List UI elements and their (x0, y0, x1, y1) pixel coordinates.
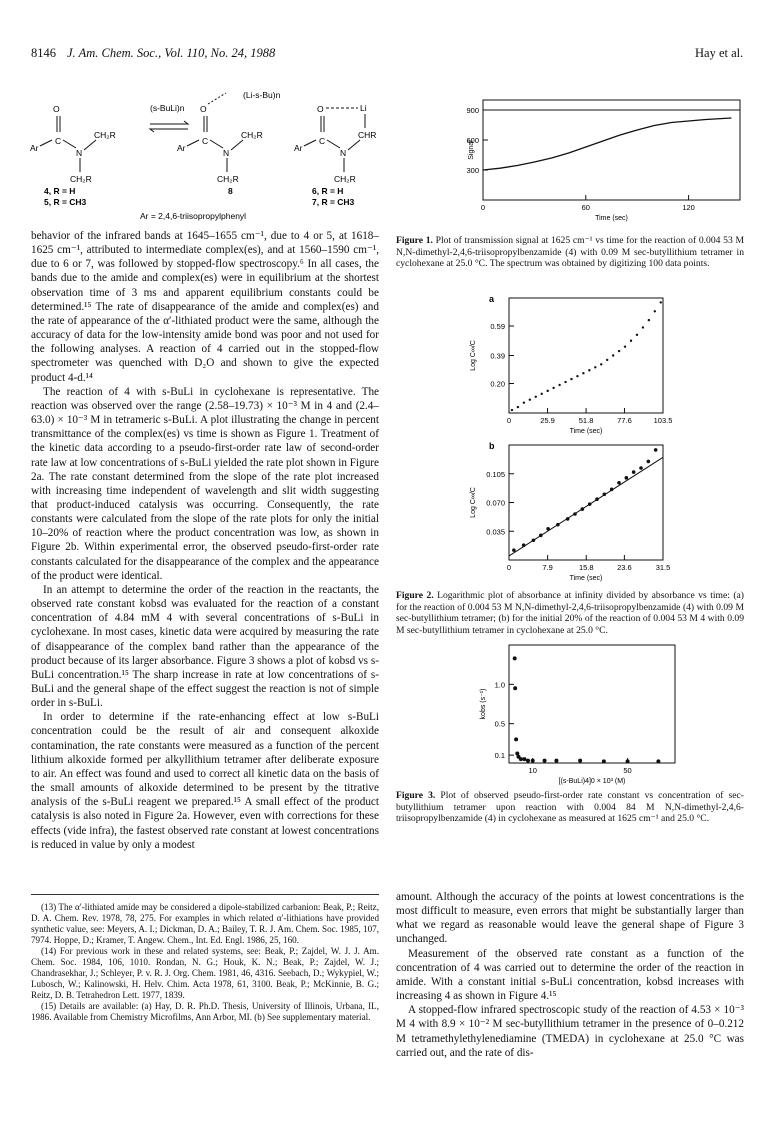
figure-2b-chart (465, 435, 695, 585)
data-point (636, 334, 638, 336)
data-point (556, 523, 560, 527)
data-point (511, 409, 513, 411)
footnote-divider (31, 894, 379, 895)
data-point (541, 393, 543, 395)
svg-text:O: O (53, 104, 60, 114)
plot-frame (509, 298, 663, 413)
data-point (513, 686, 517, 690)
data-point (514, 737, 518, 741)
svg-text:C: C (202, 136, 209, 146)
paragraph: A stopped-flow infrared spectroscopic study of the reaction of 4.53 × 10⁻³ M 4 with 8.9 × 10⁻² M sec-butyllithium tetramer in the presence of 0–0.212 M tetramethylethylenediamine (TMEDA) in cyclohexane at 25.0 °C was carried out, and the rate of dis- (396, 1004, 744, 1059)
x-tick-label: 7.9 (542, 563, 553, 572)
data-point (543, 759, 547, 763)
svg-text:Ar: Ar (294, 143, 303, 153)
y-axis-label: Log C∞/C (470, 487, 477, 518)
y-tick-label: 1.0 (494, 680, 505, 690)
x-axis-label: [(s-BuLi)4]0 × 10³ (M) (558, 778, 626, 785)
figure-3-chart (475, 635, 685, 785)
x-tick-label: 31.5 (655, 563, 671, 572)
paragraph: behavior of the infrared bands at 1645–1655 cm⁻¹, due to 4 or 5, at 1618–1625 cm⁻¹, attributed to intermediate complex(es), and at 1560–1590 cm⁻¹, due to 6 or 7, was followed by stopped-flow spectroscopy.⁶ In all cases, the bands due to the amide and complex(es) were in equilibrium at the shortest observation time of 3 ms and apparent equilibrium constants could be determined.¹⁵ The rate of disappearance of the amide and complex(es) and the rate of appearance of the α′-lithiated product were the same, although the accuracy of data for the low-intensity amide bond was poor and not used for the following analyses. A reaction of 4 carried out in the stopped-flow spectrometer was quenched with D₂O and shown to give the expected product 4-d.¹⁴ (31, 230, 379, 384)
svg-text:N: N (340, 148, 347, 158)
data-point (576, 375, 578, 377)
plot-frame (509, 445, 663, 560)
x-tick-label: 0 (506, 563, 512, 572)
svg-text:C: C (55, 136, 62, 146)
data-point (639, 466, 643, 470)
figure-1-label: Figure 1. (396, 235, 433, 246)
data-point (546, 527, 550, 531)
data-point (654, 310, 656, 312)
figure-1-chart (468, 92, 748, 228)
x-tick-label: 23.6 (617, 563, 632, 572)
page-number: 8146 (31, 46, 56, 60)
data-point (517, 406, 519, 408)
x-tick-label: 25.9 (540, 416, 555, 425)
y-tick-label: 0.39 (490, 351, 505, 361)
x-tick-label: 0 (480, 203, 486, 212)
scheme-label-7: 7, R = CH3 (312, 197, 355, 207)
svg-text:CHR: CHR (358, 130, 377, 140)
plot-frame (509, 645, 675, 763)
data-point (626, 759, 630, 763)
paragraph: Measurement of the observed rate constant as a function of the concentration of 4 was carried out to determine the order of the reaction in amide. With a constant initial s-BuLi concentration, kobsd increases with increasing 4 as shown in Figure 4.¹⁵ (396, 947, 744, 1003)
data-point (573, 512, 577, 516)
svg-text:Ar: Ar (177, 143, 186, 153)
data-point (519, 757, 523, 761)
data-point (554, 759, 558, 763)
footnotes (31, 902, 379, 1023)
x-tick-label: 15.8 (578, 563, 594, 572)
data-point (610, 488, 614, 492)
author-running-head: Hay et al. (695, 46, 744, 60)
data-point (606, 359, 608, 361)
svg-text:O: O (200, 104, 207, 114)
data-point (594, 366, 596, 368)
y-tick-label: 600 (466, 136, 479, 145)
data-point (600, 363, 602, 365)
paragraph: The reaction of 4 with s-BuLi in cyclohexane is representative. The reaction was observed over the range (2.58–19.73) × 10⁻³ M in 4 and (2.4–63.0) × 10⁻³ M in tetrameric s-BuLi. A plot illustrating the change in percent transmittance of the complex(es) vs time is shown as Figure 1. Treatment of the kinetic data according to a pseudo-first-order rate law of second-order rate law at low concentrations of s-BuLi yielded the rate plot shown in Figure 2a. The rate constant determined from the slope of the rate plot increased with increasing time independent of wavelength and slit width suggesting that product-induced catalysis was occurring. Consequently, the rate constants were calculated from the slope of the rate plots for only the initial 10–20% of reaction where the product concentration was low, as shown in Figure 2b. Within experimental error, the observed pseudo-first-order rate constants calculated for the disappearance of the complex and the appearance of the product were identical. (31, 385, 379, 582)
svg-text:N: N (223, 148, 230, 158)
data-point (564, 381, 566, 383)
right-column-text (396, 890, 744, 1060)
data-point (654, 448, 658, 452)
data-point (630, 340, 632, 342)
data-point (539, 534, 543, 538)
data-point (566, 517, 570, 521)
y-tick-label: 300 (466, 166, 479, 175)
data-point (595, 497, 599, 501)
x-tick-label: 51.8 (578, 416, 594, 425)
y-tick-label: 0.59 (490, 322, 505, 332)
x-tick-label: 103.5 (653, 416, 673, 425)
journal-title: J. Am. Chem. Soc., Vol. 110, No. 24, 1988 (67, 46, 276, 60)
y-axis-label: kobs (s⁻¹) (480, 688, 487, 720)
data-point (647, 460, 651, 464)
data-point (624, 345, 626, 347)
data-point (618, 350, 620, 352)
figure-3-caption-text: Plot of observed pseudo-first-order rate constant vs concentration of sec-butyllithium tetramer upon reaction with 0.004 84 M N,N-dimethyl-2,4,6-triisopropylbenzamide (4) in cyclohexane as measured at 1625 cm⁻¹ and 25.0 °C. (396, 790, 744, 825)
scheme-label-6: 6, R = H (312, 186, 344, 196)
data-point (546, 390, 548, 392)
x-tick-label: 50 (623, 766, 632, 775)
data-point (588, 502, 592, 506)
panel-label: a (489, 294, 495, 304)
svg-text:Ar: Ar (30, 143, 39, 153)
data-point (588, 369, 590, 371)
scheme-reagent-arrow: (s-BuLi)n (150, 103, 185, 113)
data-point (535, 396, 537, 398)
data-point (603, 492, 607, 496)
y-tick-label: 0.035 (486, 527, 505, 537)
scheme-label-5: 5, R = CH3 (44, 197, 87, 207)
data-point (526, 759, 530, 763)
svg-text:CH₂R: CH₂R (94, 130, 116, 140)
figure-2-caption-text: Logarithmic plot of absorbance at infinity divided by absorbance vs time: (a) for the reaction of 0.004 53 M N,N-dimethyl-2,4,6-triisopropylbenzamide (4) with 0.09 M sec-butyllithium tetramer; (b) for the initial 20% of the reaction of 0.004 53 M 4 with 0.09 M sec-butyllithium tetramer in cyclohexane at 25.0 °C. (396, 590, 744, 636)
x-axis-label: Time (sec) (595, 215, 628, 222)
x-tick-label: 10 (528, 766, 537, 775)
y-tick-label: 0.105 (486, 469, 505, 479)
svg-text:CH₂R: CH₂R (70, 174, 92, 184)
data-point (582, 372, 584, 374)
left-column-text (31, 229, 379, 852)
footnote: (14) For previous work in these and related systems, see: Beak, P.; Zajdel, W. J. J. Am. Chem. Soc. 1984, 106, 1010. Rondan, N. G.; Houk, K. N.; Beak, P.; Zajdel, W. J.; Chandrasekhar, J.; Schleyer, P. v. R. J. Org. Chem. 1981, 46, 4316. Seebach, D.; Wykypiel, W.; Lubosch, W.; Kalinowski, H. Helv. Chim. Acta 1978, 61, 3100. Beak, P.; McKinnie, B. G.; Reitz, D. B. Tetrahedron Lett. 1977, 1839. (31, 946, 379, 1000)
y-tick-label: 0.1 (494, 751, 505, 761)
data-point (529, 399, 531, 401)
x-axis-label: Time (sec) (569, 428, 603, 435)
x-tick-label: 120 (682, 203, 695, 212)
data-point (570, 378, 572, 380)
figure-1-caption-text: Plot of transmission signal at 1625 cm⁻¹ vs time for the reaction of 0.004 53 M N,N-dimethyl-2,4,6-triisopropylbenzamide (4) with 0.09 M sec-butyllithium tetramer in cyclohexane at 25.0 °C. The spectrum was obtained by digitizing 100 data points. (396, 235, 744, 270)
svg-text:CH₂R: CH₂R (217, 174, 239, 184)
reaction-scheme (30, 88, 380, 223)
data-point (522, 757, 526, 761)
scheme-label-4: 4, R = H (44, 186, 76, 196)
data-point (612, 354, 614, 356)
figure-3-caption (396, 790, 744, 825)
y-tick-label: 0.5 (494, 719, 505, 729)
figure-2a-chart (465, 288, 695, 436)
footnote: (15) Details are available: (a) Hay, D. R. Ph.D. Thesis, University of Illinois, Urbana, IL, 1986. Available from Chemistry Microfilms, Ann Arbor, MI. (b) See supplementary material. (31, 1001, 379, 1022)
svg-text:N: N (76, 148, 83, 158)
scheme-ar-definition: Ar = 2,4,6-triisopropylphenyl (140, 211, 247, 221)
y-axis-label: Log C∞/C (470, 340, 477, 371)
data-point (625, 476, 629, 480)
data-point (581, 507, 585, 511)
footnote: (13) The α′-lithiated amide may be considered a dipole-stabilized carbanion: Beak, P.; Reitz, D. A. Chem. Rev. 1978, 78, 275. For examples in which related α′-lithiations have provided synthetic value, see: Meyers, A. I.; Dickman, D. A.; Bailey, T. R. J. Am. Chem. Soc. 1985, 107, 7974. Hoppe, D.; Kramer, T. Angew. Chem., Int. Ed. Engl. 1986, 25, 160. (31, 902, 379, 945)
data-point (513, 656, 517, 660)
paragraph: In an attempt to determine the order of the reaction in the reactants, the observed rate constant kobsd was evaluated for the reaction of a constant concentration of 4.84 mM 4 with several concentrations of s-BuLi in cyclohexane. In most cases, kinetic data were acquired by measuring the rate of disappearance of the complex band rather than the appearance of the product because of its larger absorbance. Figure 3 shows a plot of kobsd vs s-BuLi concentration.¹⁵ The sharp increase in rate at low concentrations of s-BuLi and the general shape of the effect suggest the reaction is not of simple order in s-BuLi. (31, 583, 379, 710)
data-point (632, 470, 636, 474)
series-line (483, 118, 731, 170)
x-axis-label: Time (sec) (569, 575, 603, 582)
y-tick-label: 0.070 (486, 498, 505, 508)
data-point (532, 538, 536, 542)
y-tick-label: 0.20 (490, 379, 505, 389)
y-tick-label: 900 (466, 106, 479, 115)
svg-text:C: C (319, 136, 326, 146)
x-tick-label: 77.6 (617, 416, 632, 425)
data-point (656, 759, 660, 763)
panel-label: b (489, 441, 495, 451)
data-point (617, 481, 621, 485)
paragraph: amount. Although the accuracy of the points at lowest concentrations is the most difficult to measure, even errors that might be substantially larger than what we regard as reasonable would leave the general shape of Figure 3 unchanged. (396, 891, 744, 946)
scheme-reagent-top: (Li-s-Bu)n (243, 90, 281, 100)
data-point (531, 759, 535, 763)
figure-1-caption (396, 235, 744, 270)
svg-text:Li: Li (360, 103, 367, 113)
x-tick-label: 60 (581, 203, 590, 212)
data-point (660, 301, 662, 303)
svg-text:CH₂R: CH₂R (241, 130, 263, 140)
plot-frame (483, 100, 740, 200)
data-point (512, 548, 516, 552)
svg-text:O: O (317, 104, 324, 114)
data-point (648, 319, 650, 321)
data-point (522, 543, 526, 547)
data-point (602, 759, 606, 763)
data-point (552, 387, 554, 389)
x-tick-label: 0 (506, 416, 512, 425)
data-point (642, 326, 644, 328)
scheme-label-8: 8 (228, 186, 233, 196)
y-axis-label: Signal (468, 140, 475, 160)
figure-2-label: Figure 2. (396, 590, 434, 601)
svg-text:CH₂R: CH₂R (334, 174, 356, 184)
data-point (523, 401, 525, 403)
data-point (558, 384, 560, 386)
figure-2-caption (396, 590, 744, 636)
paragraph: In order to determine if the rate-enhancing effect at low s-BuLi concentration could be the result of air and consequent alkoxide contamination, the rate constants were measured as a function of the percent lithium alkoxide formed per alkyllithium tetramer after deliberate exposure to air. An effect was found and used to correct all kinetic data on the basis of the small amounts of alkoxide determined to be present by the titrative analysis of the s-BuLi reagent we prepared.¹⁵ A small effect of the product catalysis is also noted in Figure 2a. However, even with corrections for these effects (vide infra), the fastest observed rate constant at lowest concentrations is reduced in value by only a modest (31, 711, 379, 851)
data-point (578, 759, 582, 763)
figure-3-label: Figure 3. (396, 790, 436, 801)
